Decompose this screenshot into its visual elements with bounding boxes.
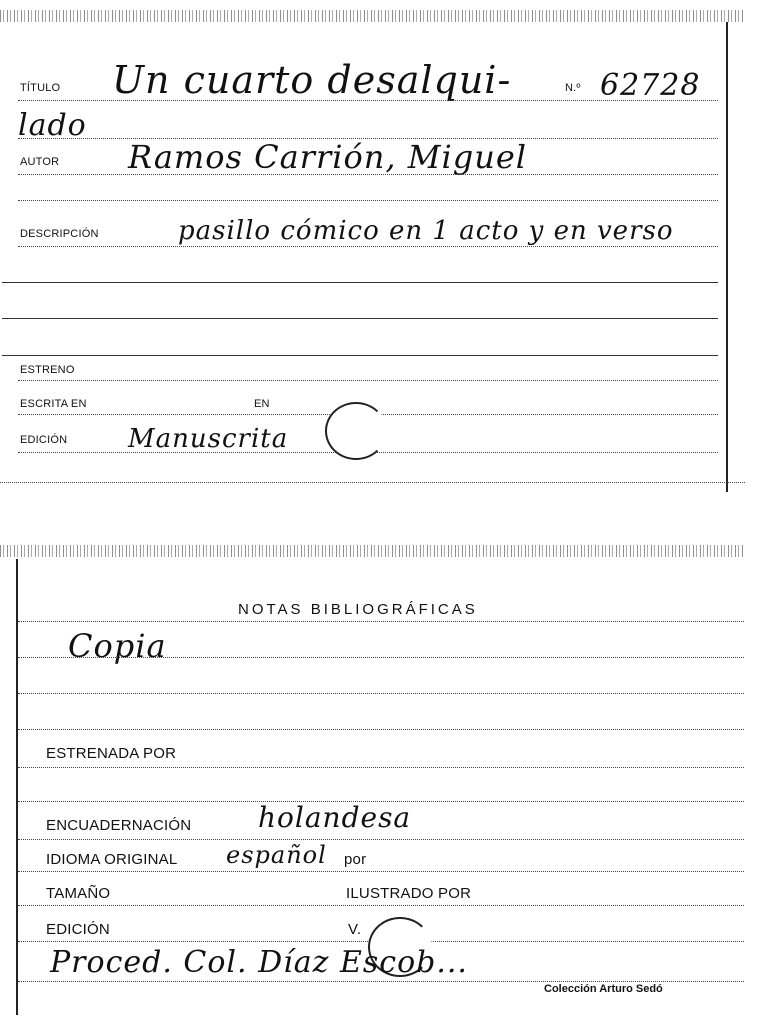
descripcion-value: pasillo cómico en 1 acto y en verso (178, 216, 674, 246)
notas-heading: NOTAS BIBLIOGRÁFICAS (238, 601, 478, 618)
edicion-value: Manuscrita (128, 424, 289, 454)
autor-label: AUTOR (20, 156, 60, 168)
scan-noise-top (0, 545, 745, 557)
notas-value: Copia (68, 627, 167, 665)
titulo-value-cont: lado (18, 108, 87, 143)
edicion-label: EDICIÓN (20, 434, 68, 446)
escrita-en-label: ESCRITA EN (20, 398, 87, 410)
titulo-label: TÍTULO (20, 82, 61, 94)
numero-value: 62728 (600, 68, 701, 103)
catalog-card-front (0, 10, 745, 492)
tamano-label: TAMAÑO (46, 885, 111, 902)
v-label: V. (348, 921, 362, 938)
estreno-label: ESTRENO (20, 364, 75, 376)
card-right-border (726, 22, 728, 492)
autor-value: Ramos Carrión, Miguel (128, 138, 527, 176)
por-label: por (344, 851, 367, 868)
procedencia-value: Proced. Col. Díaz Escob... (50, 945, 468, 980)
descripcion-label: DESCRIPCIÓN (20, 228, 99, 240)
estrenada-por-label: ESTRENADA POR (46, 745, 177, 762)
edicion-label: EDICIÓN (46, 921, 110, 938)
ilustrado-por-label: ILUSTRADO POR (346, 885, 472, 902)
punch-hole (325, 402, 387, 460)
idioma-value: español (226, 841, 327, 869)
idioma-label: IDIOMA ORIGINAL (46, 851, 178, 868)
collection-credit: Colección Arturo Sedó (544, 983, 663, 995)
scan-noise-top (0, 10, 745, 22)
numero-label: N.º (565, 82, 581, 94)
card-left-border (16, 559, 18, 1015)
titulo-value: Un cuarto desalqui- (112, 58, 512, 102)
encuadernacion-label: ENCUADERNACIÓN (46, 817, 192, 834)
catalog-card-back (0, 545, 745, 1015)
encuadernacion-value: holandesa (258, 801, 412, 834)
en-label: EN (254, 398, 270, 410)
